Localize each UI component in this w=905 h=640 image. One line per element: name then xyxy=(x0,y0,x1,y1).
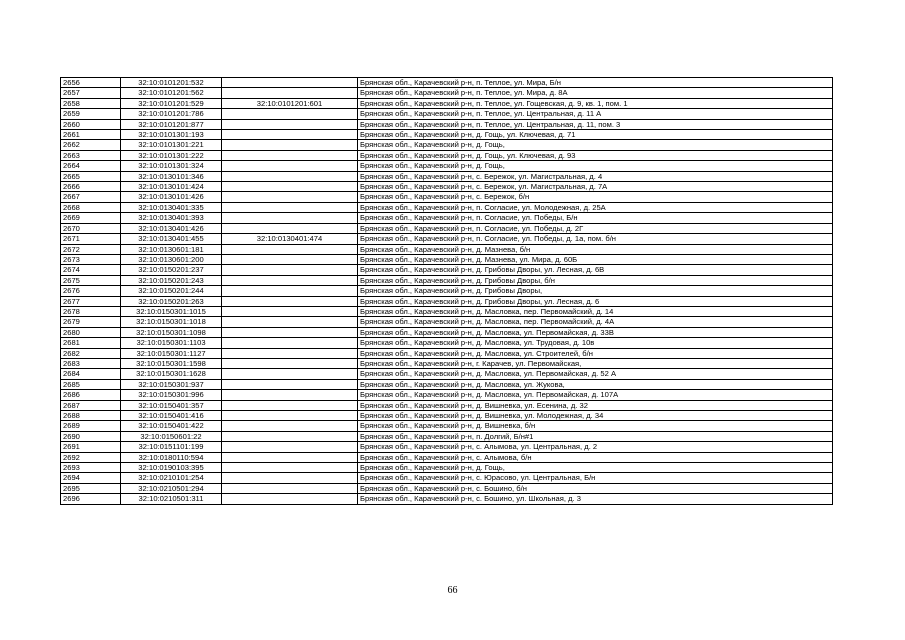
table-row xyxy=(61,150,833,160)
linked-cadastral-number-cell xyxy=(222,431,358,441)
table-row xyxy=(61,171,833,181)
linked-cadastral-number-cell xyxy=(222,327,358,337)
linked-cadastral-number-cell xyxy=(222,275,358,285)
linked-cadastral-number-cell xyxy=(222,78,358,88)
row-number-cell: 2681 xyxy=(61,338,121,348)
linked-cadastral-number-cell xyxy=(222,473,358,483)
linked-cadastral-number-cell xyxy=(222,254,358,264)
registry-table xyxy=(60,77,833,505)
address-cell: Брянская обл., Карачевский р-н, г. Карачев, ул. Первомайская, xyxy=(358,358,833,368)
cadastral-number-cell: 32:10:0101201:562 xyxy=(121,88,222,98)
address-cell: Брянская обл., Карачевский р-н, д. Масловка, ул. Трудовая, д. 10в xyxy=(358,338,833,348)
table-row xyxy=(61,234,833,244)
table-row xyxy=(61,140,833,150)
linked-cadastral-number-cell xyxy=(222,411,358,421)
cadastral-number-cell: 32:10:0101201:529 xyxy=(121,98,222,108)
address-cell: Брянская обл., Карачевский р-н, п. Согласие, ул. Победы, д. 2Г xyxy=(358,223,833,233)
table-row xyxy=(61,109,833,119)
cadastral-number-cell: 32:10:0150201:263 xyxy=(121,296,222,306)
address-cell: Брянская обл., Карачевский р-н, д. Грибовы Дворы, ул. Лесная, д. 6 xyxy=(358,296,833,306)
cadastral-number-cell: 32:10:0101201:877 xyxy=(121,119,222,129)
row-number-cell: 2688 xyxy=(61,411,121,421)
row-number-cell: 2662 xyxy=(61,140,121,150)
address-cell: Брянская обл., Карачевский р-н, п. Согласие, ул. Молодежная, д. 25А xyxy=(358,202,833,212)
linked-cadastral-number-cell xyxy=(222,296,358,306)
address-cell: Брянская обл., Карачевский р-н, п. Согласие, ул. Победы, д. 1а, пом. б/н xyxy=(358,234,833,244)
linked-cadastral-number-cell xyxy=(222,171,358,181)
address-cell: Брянская обл., Карачевский р-н, д. Грибовы Дворы, xyxy=(358,286,833,296)
row-number-cell: 2686 xyxy=(61,390,121,400)
address-cell: Брянская обл., Карачевский р-н, д. Грибовы Дворы, ул. Лесная, д. 6В xyxy=(358,265,833,275)
row-number-cell: 2672 xyxy=(61,244,121,254)
row-number-cell: 2687 xyxy=(61,400,121,410)
table-row xyxy=(61,119,833,129)
linked-cadastral-number-cell xyxy=(222,400,358,410)
table-row xyxy=(61,390,833,400)
linked-cadastral-number-cell: 32:10:0130401:474 xyxy=(222,234,358,244)
cadastral-number-cell: 32:10:0150601:22 xyxy=(121,431,222,441)
linked-cadastral-number-cell xyxy=(222,390,358,400)
cadastral-number-cell: 32:10:0150201:237 xyxy=(121,265,222,275)
row-number-cell: 2695 xyxy=(61,483,121,493)
row-number-cell: 2676 xyxy=(61,286,121,296)
linked-cadastral-number-cell xyxy=(222,348,358,358)
address-cell: Брянская обл., Карачевский р-н, д. Гощь, xyxy=(358,140,833,150)
address-cell: Брянская обл., Карачевский р-н, д. Гощь, ул. Ключевая, д. 93 xyxy=(358,150,833,160)
row-number-cell: 2680 xyxy=(61,327,121,337)
table-row xyxy=(61,338,833,348)
linked-cadastral-number-cell xyxy=(222,286,358,296)
address-cell: Брянская обл., Карачевский р-н, с. Алымова, ул. Центральная, д. 2 xyxy=(358,442,833,452)
table-row xyxy=(61,88,833,98)
address-cell: Брянская обл., Карачевский р-н, п. Теплое, ул. Мира, Б/н xyxy=(358,78,833,88)
row-number-cell: 2669 xyxy=(61,213,121,223)
address-cell: Брянская обл., Карачевский р-н, д. Вишневка, б/н xyxy=(358,421,833,431)
address-cell: Брянская обл., Карачевский р-н, с. Юрасово, ул. Центральная, Б/н xyxy=(358,473,833,483)
address-cell: Брянская обл., Карачевский р-н, д. Гощь, xyxy=(358,161,833,171)
cadastral-number-cell: 32:10:0150301:1098 xyxy=(121,327,222,337)
address-cell: Брянская обл., Карачевский р-н, п. Теплое, ул. Мира, д. 8А xyxy=(358,88,833,98)
table-row xyxy=(61,286,833,296)
table-row xyxy=(61,296,833,306)
linked-cadastral-number-cell xyxy=(222,161,358,171)
row-number-cell: 2664 xyxy=(61,161,121,171)
table-row xyxy=(61,452,833,462)
row-number-cell: 2684 xyxy=(61,369,121,379)
linked-cadastral-number-cell xyxy=(222,358,358,368)
table-row xyxy=(61,463,833,473)
cadastral-number-cell: 32:10:0190103:395 xyxy=(121,463,222,473)
row-number-cell: 2670 xyxy=(61,223,121,233)
linked-cadastral-number-cell xyxy=(222,109,358,119)
row-number-cell: 2691 xyxy=(61,442,121,452)
table-row xyxy=(61,275,833,285)
row-number-cell: 2682 xyxy=(61,348,121,358)
table-row xyxy=(61,192,833,202)
address-cell: Брянская обл., Карачевский р-н, д. Гощь, ул. Ключевая, д. 71 xyxy=(358,130,833,140)
table-row xyxy=(61,254,833,264)
linked-cadastral-number-cell: 32:10:0101201:601 xyxy=(222,98,358,108)
linked-cadastral-number-cell xyxy=(222,223,358,233)
address-cell: Брянская обл., Карачевский р-н, п. Долгий, Б/н#1 xyxy=(358,431,833,441)
cadastral-number-cell: 32:10:0210501:311 xyxy=(121,494,222,504)
table-row xyxy=(61,213,833,223)
row-number-cell: 2657 xyxy=(61,88,121,98)
linked-cadastral-number-cell xyxy=(222,338,358,348)
registry-table-body xyxy=(61,78,833,505)
linked-cadastral-number-cell xyxy=(222,244,358,254)
cadastral-number-cell: 32:10:0101301:222 xyxy=(121,150,222,160)
address-cell: Брянская обл., Карачевский р-н, д. Масловка, ул. Строителей, б/н xyxy=(358,348,833,358)
address-cell: Брянская обл., Карачевский р-н, с. Бошино, ул. Школьная, д. 3 xyxy=(358,494,833,504)
cadastral-number-cell: 32:10:0210501:294 xyxy=(121,483,222,493)
cadastral-number-cell: 32:10:0150301:1598 xyxy=(121,358,222,368)
cadastral-number-cell: 32:10:0101201:786 xyxy=(121,109,222,119)
linked-cadastral-number-cell xyxy=(222,421,358,431)
cadastral-number-cell: 32:10:0150201:244 xyxy=(121,286,222,296)
cadastral-number-cell: 32:10:0210101:254 xyxy=(121,473,222,483)
address-cell: Брянская обл., Карачевский р-н, с. Бережок, ул. Магистральная, д. 4 xyxy=(358,171,833,181)
table-row xyxy=(61,379,833,389)
address-cell: Брянская обл., Карачевский р-н, д. Масловка, пер. Первомайский, д. 14 xyxy=(358,306,833,316)
cadastral-number-cell: 32:10:0101301:324 xyxy=(121,161,222,171)
linked-cadastral-number-cell xyxy=(222,192,358,202)
table-row xyxy=(61,317,833,327)
cadastral-number-cell: 32:10:0130601:181 xyxy=(121,244,222,254)
row-number-cell: 2673 xyxy=(61,254,121,264)
table-row xyxy=(61,473,833,483)
cadastral-number-cell: 32:10:0130401:426 xyxy=(121,223,222,233)
table-row xyxy=(61,494,833,504)
linked-cadastral-number-cell xyxy=(222,213,358,223)
address-cell: Брянская обл., Карачевский р-н, д. Масловка, пер. Первомайский, д. 4А xyxy=(358,317,833,327)
cadastral-number-cell: 32:10:0150301:1103 xyxy=(121,338,222,348)
table-row xyxy=(61,265,833,275)
address-cell: Брянская обл., Карачевский р-н, д. Мазнева, б/н xyxy=(358,244,833,254)
cadastral-number-cell: 32:10:0150301:1015 xyxy=(121,306,222,316)
address-cell: Брянская обл., Карачевский р-н, д. Масловка, ул. Первомайская, д. 33В xyxy=(358,327,833,337)
table-row xyxy=(61,78,833,88)
address-cell: Брянская обл., Карачевский р-н, д. Гощь, xyxy=(358,463,833,473)
linked-cadastral-number-cell xyxy=(222,483,358,493)
linked-cadastral-number-cell xyxy=(222,182,358,192)
row-number-cell: 2659 xyxy=(61,109,121,119)
cadastral-number-cell: 32:10:0150301:937 xyxy=(121,379,222,389)
table-row xyxy=(61,130,833,140)
table-row xyxy=(61,400,833,410)
row-number-cell: 2667 xyxy=(61,192,121,202)
row-number-cell: 2675 xyxy=(61,275,121,285)
table-row xyxy=(61,244,833,254)
row-number-cell: 2678 xyxy=(61,306,121,316)
row-number-cell: 2677 xyxy=(61,296,121,306)
address-cell: Брянская обл., Карачевский р-н, с. Бошино, б/н xyxy=(358,483,833,493)
cadastral-number-cell: 32:10:0130601:200 xyxy=(121,254,222,264)
linked-cadastral-number-cell xyxy=(222,306,358,316)
table-row xyxy=(61,306,833,316)
table-row xyxy=(61,431,833,441)
table-row xyxy=(61,327,833,337)
linked-cadastral-number-cell xyxy=(222,119,358,129)
cadastral-number-cell: 32:10:0101201:532 xyxy=(121,78,222,88)
linked-cadastral-number-cell xyxy=(222,202,358,212)
cadastral-number-cell: 32:10:0150401:357 xyxy=(121,400,222,410)
row-number-cell: 2690 xyxy=(61,431,121,441)
linked-cadastral-number-cell xyxy=(222,452,358,462)
row-number-cell: 2668 xyxy=(61,202,121,212)
cadastral-number-cell: 32:10:0150201:243 xyxy=(121,275,222,285)
table-row xyxy=(61,411,833,421)
address-cell: Брянская обл., Карачевский р-н, с. Бережок, ул. Магистральная, д. 7А xyxy=(358,182,833,192)
cadastral-number-cell: 32:10:0130401:393 xyxy=(121,213,222,223)
row-number-cell: 2666 xyxy=(61,182,121,192)
row-number-cell: 2661 xyxy=(61,130,121,140)
linked-cadastral-number-cell xyxy=(222,379,358,389)
cadastral-number-cell: 32:10:0101301:193 xyxy=(121,130,222,140)
row-number-cell: 2671 xyxy=(61,234,121,244)
address-cell: Брянская обл., Карачевский р-н, д. Грибовы Дворы, б/н xyxy=(358,275,833,285)
address-cell: Брянская обл., Карачевский р-н, п. Теплое, ул. Центральная, д. 11 А xyxy=(358,109,833,119)
cadastral-number-cell: 32:10:0150301:1628 xyxy=(121,369,222,379)
table-row xyxy=(61,98,833,108)
cadastral-number-cell: 32:10:0101301:221 xyxy=(121,140,222,150)
row-number-cell: 2694 xyxy=(61,473,121,483)
cadastral-number-cell: 32:10:0150401:422 xyxy=(121,421,222,431)
address-cell: Брянская обл., Карачевский р-н, д. Масловка, ул. Первомайская, д. 107А xyxy=(358,390,833,400)
table-row xyxy=(61,421,833,431)
linked-cadastral-number-cell xyxy=(222,442,358,452)
linked-cadastral-number-cell xyxy=(222,88,358,98)
row-number-cell: 2658 xyxy=(61,98,121,108)
row-number-cell: 2685 xyxy=(61,379,121,389)
page-number: 66 xyxy=(447,585,458,596)
linked-cadastral-number-cell xyxy=(222,150,358,160)
address-cell: Брянская обл., Карачевский р-н, п. Теплое, ул. Центральная, д. 11, пом. 3 xyxy=(358,119,833,129)
address-cell: Брянская обл., Карачевский р-н, д. Мазнева, ул. Мира, д. 60Б xyxy=(358,254,833,264)
table-row xyxy=(61,442,833,452)
table-row xyxy=(61,223,833,233)
row-number-cell: 2656 xyxy=(61,78,121,88)
address-cell: Брянская обл., Карачевский р-н, с. Алымова, б/н xyxy=(358,452,833,462)
row-number-cell: 2665 xyxy=(61,171,121,181)
row-number-cell: 2689 xyxy=(61,421,121,431)
row-number-cell: 2679 xyxy=(61,317,121,327)
address-cell: Брянская обл., Карачевский р-н, д. Масловка, ул. Первомайская, д. 52 А xyxy=(358,369,833,379)
row-number-cell: 2693 xyxy=(61,463,121,473)
address-cell: Брянская обл., Карачевский р-н, с. Бережок, б/н xyxy=(358,192,833,202)
table-row xyxy=(61,161,833,171)
address-cell: Брянская обл., Карачевский р-н, д. Вишневка, ул. Молодежная, д. 34 xyxy=(358,411,833,421)
address-cell: Брянская обл., Карачевский р-н, п. Согласие, ул. Победы, Б/н xyxy=(358,213,833,223)
address-cell: Брянская обл., Карачевский р-н, д. Вишневка, ул. Есенина, д. 32 xyxy=(358,400,833,410)
address-cell: Брянская обл., Карачевский р-н, д. Масловка, ул. Жукова, xyxy=(358,379,833,389)
linked-cadastral-number-cell xyxy=(222,494,358,504)
table-row xyxy=(61,182,833,192)
linked-cadastral-number-cell xyxy=(222,130,358,140)
linked-cadastral-number-cell xyxy=(222,317,358,327)
row-number-cell: 2696 xyxy=(61,494,121,504)
table-row xyxy=(61,348,833,358)
row-number-cell: 2663 xyxy=(61,150,121,160)
cadastral-number-cell: 32:10:0130101:426 xyxy=(121,192,222,202)
table-row xyxy=(61,202,833,212)
cadastral-number-cell: 32:10:0130101:346 xyxy=(121,171,222,181)
linked-cadastral-number-cell xyxy=(222,140,358,150)
row-number-cell: 2660 xyxy=(61,119,121,129)
table-row xyxy=(61,483,833,493)
cadastral-number-cell: 32:10:0130401:455 xyxy=(121,234,222,244)
table-row xyxy=(61,369,833,379)
linked-cadastral-number-cell xyxy=(222,265,358,275)
cadastral-number-cell: 32:10:0151101:199 xyxy=(121,442,222,452)
linked-cadastral-number-cell xyxy=(222,463,358,473)
cadastral-number-cell: 32:10:0150401:416 xyxy=(121,411,222,421)
table-row xyxy=(61,358,833,368)
cadastral-number-cell: 32:10:0130101:424 xyxy=(121,182,222,192)
cadastral-number-cell: 32:10:0150301:1018 xyxy=(121,317,222,327)
cadastral-number-cell: 32:10:0150301:1127 xyxy=(121,348,222,358)
row-number-cell: 2692 xyxy=(61,452,121,462)
linked-cadastral-number-cell xyxy=(222,369,358,379)
address-cell: Брянская обл., Карачевский р-н, п. Теплое, ул. Гощевская, д. 9, кв. 1, пом. 1 xyxy=(358,98,833,108)
row-number-cell: 2674 xyxy=(61,265,121,275)
cadastral-number-cell: 32:10:0150301:996 xyxy=(121,390,222,400)
cadastral-number-cell: 32:10:0180110:594 xyxy=(121,452,222,462)
cadastral-number-cell: 32:10:0130401:335 xyxy=(121,202,222,212)
row-number-cell: 2683 xyxy=(61,358,121,368)
